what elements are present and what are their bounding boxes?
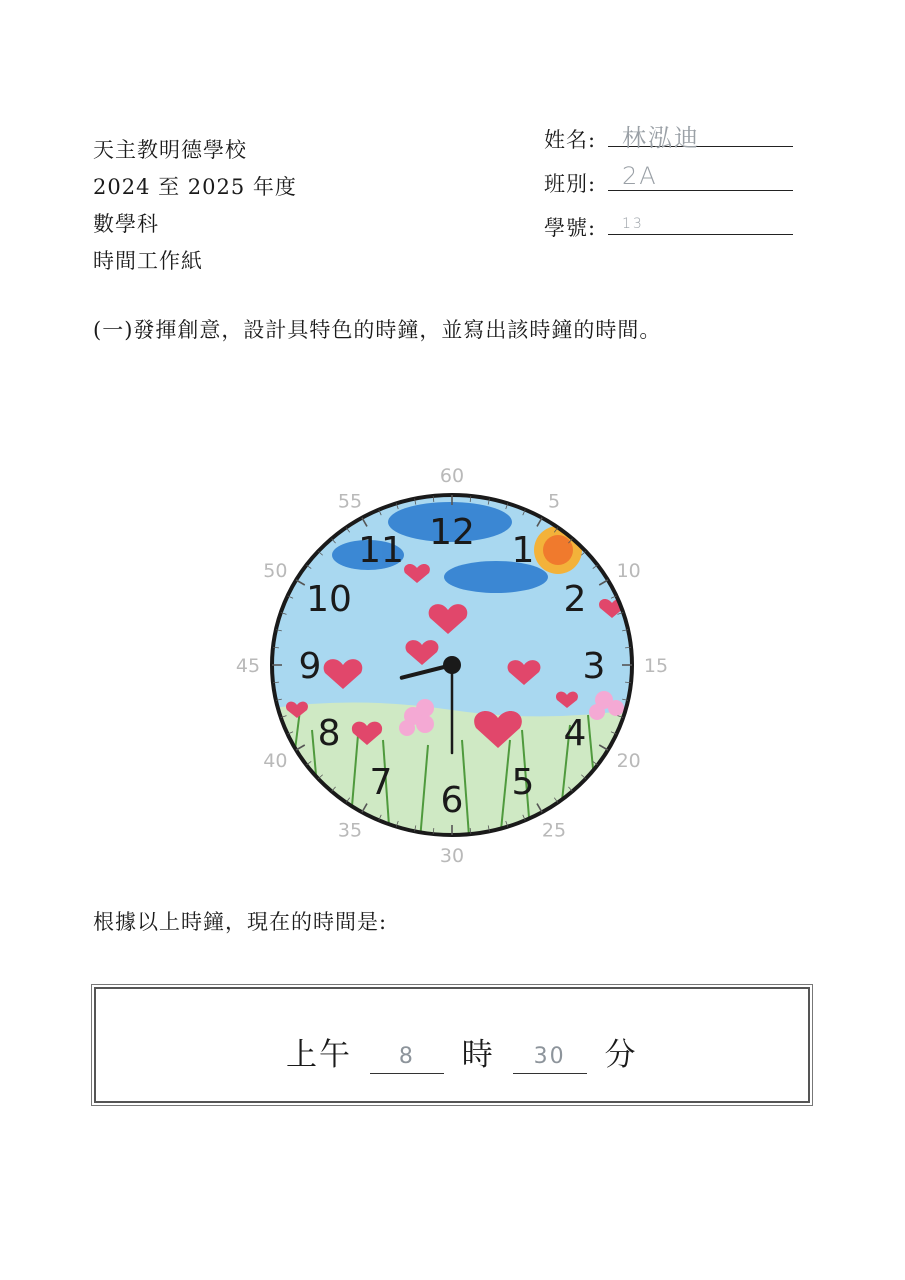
subject: 數學科	[93, 212, 159, 236]
hour-number: 10	[306, 579, 352, 620]
number-row	[544, 206, 804, 246]
class-value: 2A	[622, 162, 658, 190]
hour-unit: 時	[461, 1037, 495, 1073]
minute-unit: 分	[604, 1037, 638, 1073]
answer-prompt: 根據以上時鐘，現在的時間是:	[93, 910, 388, 934]
period-label: 上午	[286, 1037, 352, 1073]
minute-answer[interactable]: 30	[513, 1041, 587, 1074]
school-year: 2024 至 2025 年度	[93, 175, 297, 199]
answer-box	[94, 987, 810, 1103]
name-row	[544, 118, 804, 158]
hour-number: 3	[582, 646, 606, 687]
minute-mark-label: 15	[643, 655, 669, 677]
minute-mark-label: 5	[547, 490, 561, 513]
minute-mark-label: 50	[263, 560, 288, 582]
answer-line	[286, 1029, 637, 1074]
hour-number: 6	[440, 780, 464, 821]
student-info	[544, 118, 804, 250]
hour-answer[interactable]: 8	[370, 1041, 444, 1074]
number-label: 學號:	[544, 216, 597, 240]
hour-number: 12	[429, 512, 475, 553]
name-label: 姓名:	[544, 128, 597, 152]
minute-mark-label: 20	[616, 750, 641, 772]
minute-mark-label: 45	[235, 655, 261, 677]
minute-mark-label: 40	[263, 750, 288, 772]
hour-number: 5	[511, 762, 535, 804]
hour-number: 1	[511, 529, 535, 571]
hour-number: 2	[563, 579, 587, 620]
minute-mark-label: 55	[337, 490, 363, 513]
school-header	[93, 132, 297, 280]
hour-number: 9	[298, 646, 322, 687]
hour-number: 8	[317, 713, 341, 754]
clock-svg	[200, 460, 700, 880]
number-underline	[608, 234, 793, 235]
clock-drawing	[200, 460, 700, 880]
clock-center	[443, 656, 461, 674]
hour-number: 4	[563, 713, 587, 754]
question-text: (一)發揮創意，設計具特色的時鐘，並寫出該時鐘的時間。	[93, 318, 662, 342]
minute-mark-label: 25	[541, 819, 567, 842]
number-value: 13	[622, 216, 644, 232]
hour-number: 7	[369, 762, 393, 804]
school-name: 天主教明德學校	[93, 138, 247, 162]
class-underline	[608, 190, 793, 191]
minute-mark-label: 60	[439, 465, 465, 487]
minute-mark-label: 10	[616, 560, 641, 582]
class-row	[544, 162, 804, 202]
minute-mark-label: 35	[337, 819, 363, 842]
class-label: 班別:	[544, 172, 597, 196]
worksheet-title: 時間工作紙	[93, 249, 203, 273]
hour-number: 11	[358, 529, 404, 571]
minute-mark-label: 30	[439, 845, 465, 867]
name-value: 林泓迪	[622, 124, 700, 152]
